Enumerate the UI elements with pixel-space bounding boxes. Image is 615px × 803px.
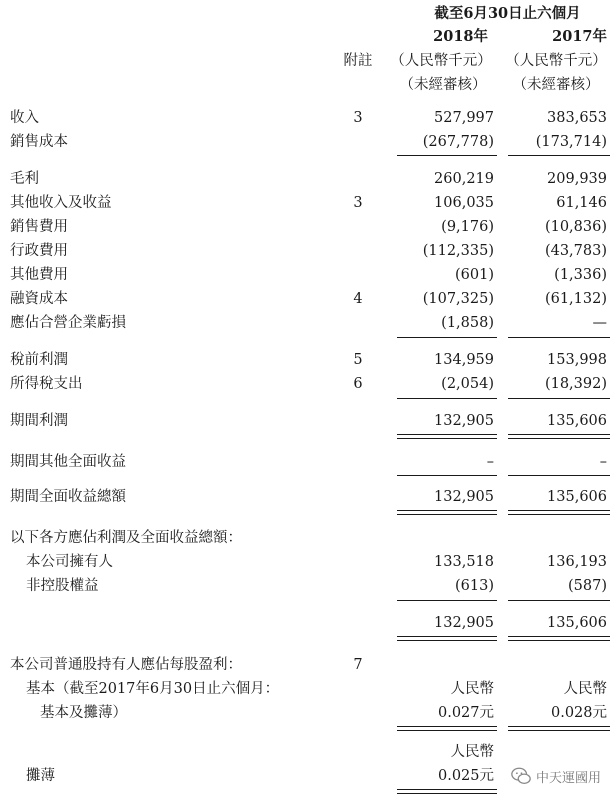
row-label: 收入 [10,110,39,126]
eps-diluted-unit-2018: 人民幣 [450,744,494,760]
eps-basic-label: 基本（截至2017年6月30日止六個月： [26,681,280,697]
subtotal-rule [508,337,610,338]
row-value-2017: 135,606 [547,489,607,505]
row-value-2017: (61,132) [544,291,607,307]
eps-diluted-label: 攤薄 [26,768,55,784]
row-value-2018: (267,778) [422,134,494,150]
total-double-rule [508,726,610,731]
row-label: 本公司擁有人 [26,554,113,570]
audit-2018-header: （未經審核） [399,77,487,93]
subtotal-rule [397,398,497,399]
row-label: 非控股權益 [26,578,99,594]
row-label: 融資成本 [10,291,68,307]
eps-note: 7 [353,657,363,673]
note-column-header: 附註 [343,53,373,69]
row-value-2017: 383,653 [547,110,607,126]
row-label: 期間利潤 [10,413,68,429]
eps-diluted-2018: 0.025元 [437,768,494,784]
row-value-2017: 153,998 [547,352,607,368]
row-value-2017: 209,939 [547,171,607,187]
row-value-2018: 106,035 [434,195,494,211]
row-label: 其他費用 [10,267,68,283]
year-2018-header: 2018年 [433,28,488,45]
eps-basic-sublabel: 基本及攤薄） [40,705,127,721]
row-label: 期間全面收益總額 [10,489,126,505]
row-label: 所得稅支出 [10,376,83,392]
row-value-2018: 133,518 [434,554,494,570]
wechat-icon [510,765,532,787]
subtotal-rule [508,398,610,399]
row-label: 應佔合營企業虧損 [10,315,126,331]
row-note: 3 [353,110,363,126]
row-label: 銷售費用 [10,219,68,235]
row-value-2018: – [486,454,494,470]
row-value-2017: (587) [568,578,607,594]
subtotal-rule [397,155,497,156]
watermark-text: 中天運國用 [536,770,602,786]
row-value-2017: – [599,454,607,470]
total-double-rule [397,510,497,515]
row-value-2018: (2,054) [441,376,494,392]
row-value-2018: 260,219 [434,171,494,187]
eps-basic-unit-2017: 人民幣 [563,681,607,697]
total-double-rule [508,434,610,439]
row-note: 4 [353,291,363,307]
subtotal-rule [508,155,610,156]
row-note: 6 [353,376,363,392]
subtotal-rule [508,475,610,476]
row-label: 其他收入及收益 [10,195,112,211]
row-value-2017: (43,783) [544,243,607,259]
row-value-2017: — [592,315,607,331]
row-value-2018: 134,959 [434,352,494,368]
audit-2017-header: （未經審核） [512,77,600,93]
row-value-2018: 527,997 [434,110,494,126]
unit-2017-header: （人民幣千元） [505,53,607,69]
row-value-2017: (10,836) [544,219,607,235]
row-label: 行政費用 [10,243,68,259]
total-double-rule [397,434,497,439]
eps-basic-2018: 0.027元 [437,705,494,721]
subtotal-rule [397,475,497,476]
row-value-2018: (107,325) [422,291,494,307]
row-value-2017: (173,714) [535,134,607,150]
row-value-2018: (601) [455,267,494,283]
total-double-rule [397,789,497,794]
row-value-2017: 135,606 [547,413,607,429]
row-value-2017: 136,193 [547,554,607,570]
row-label: 毛利 [10,171,39,187]
subtotal-rule [508,600,610,601]
row-value-2018: 132,905 [434,615,494,631]
year-2017-header: 2017年 [552,28,607,45]
unit-2018-header: （人民幣千元） [390,53,492,69]
eps-basic-2017: 0.028元 [550,705,607,721]
subtotal-rule [397,600,497,601]
row-note: 3 [353,195,363,211]
row-label: 稅前利潤 [10,352,68,368]
row-value-2018: 132,905 [434,413,494,429]
row-value-2017: 135,606 [547,615,607,631]
total-double-rule [508,510,610,515]
row-label: 銷售成本 [10,134,68,150]
attributable-heading: 以下各方應佔利潤及全面收益總額： [10,530,242,546]
subtotal-rule [397,337,497,338]
row-value-2018: 132,905 [434,489,494,505]
row-value-2018: (112,335) [422,243,494,259]
row-value-2018: (1,858) [441,315,494,331]
eps-basic-unit-2018: 人民幣 [450,681,494,697]
row-value-2018: (613) [455,578,494,594]
eps-heading: 本公司普通股持有人應佔每股盈利： [10,657,242,673]
total-double-rule [397,636,497,641]
row-label: 期間其他全面收益 [10,454,126,470]
row-value-2017: (18,392) [544,376,607,392]
row-value-2018: (9,176) [441,219,494,235]
row-value-2017: (1,336) [554,267,607,283]
watermark [510,765,601,787]
row-value-2017: 61,146 [556,195,607,211]
period-heading: 截至6月30日止六個月 [434,5,581,22]
row-note: 5 [353,352,363,368]
total-double-rule [508,636,610,641]
total-double-rule [397,726,497,731]
